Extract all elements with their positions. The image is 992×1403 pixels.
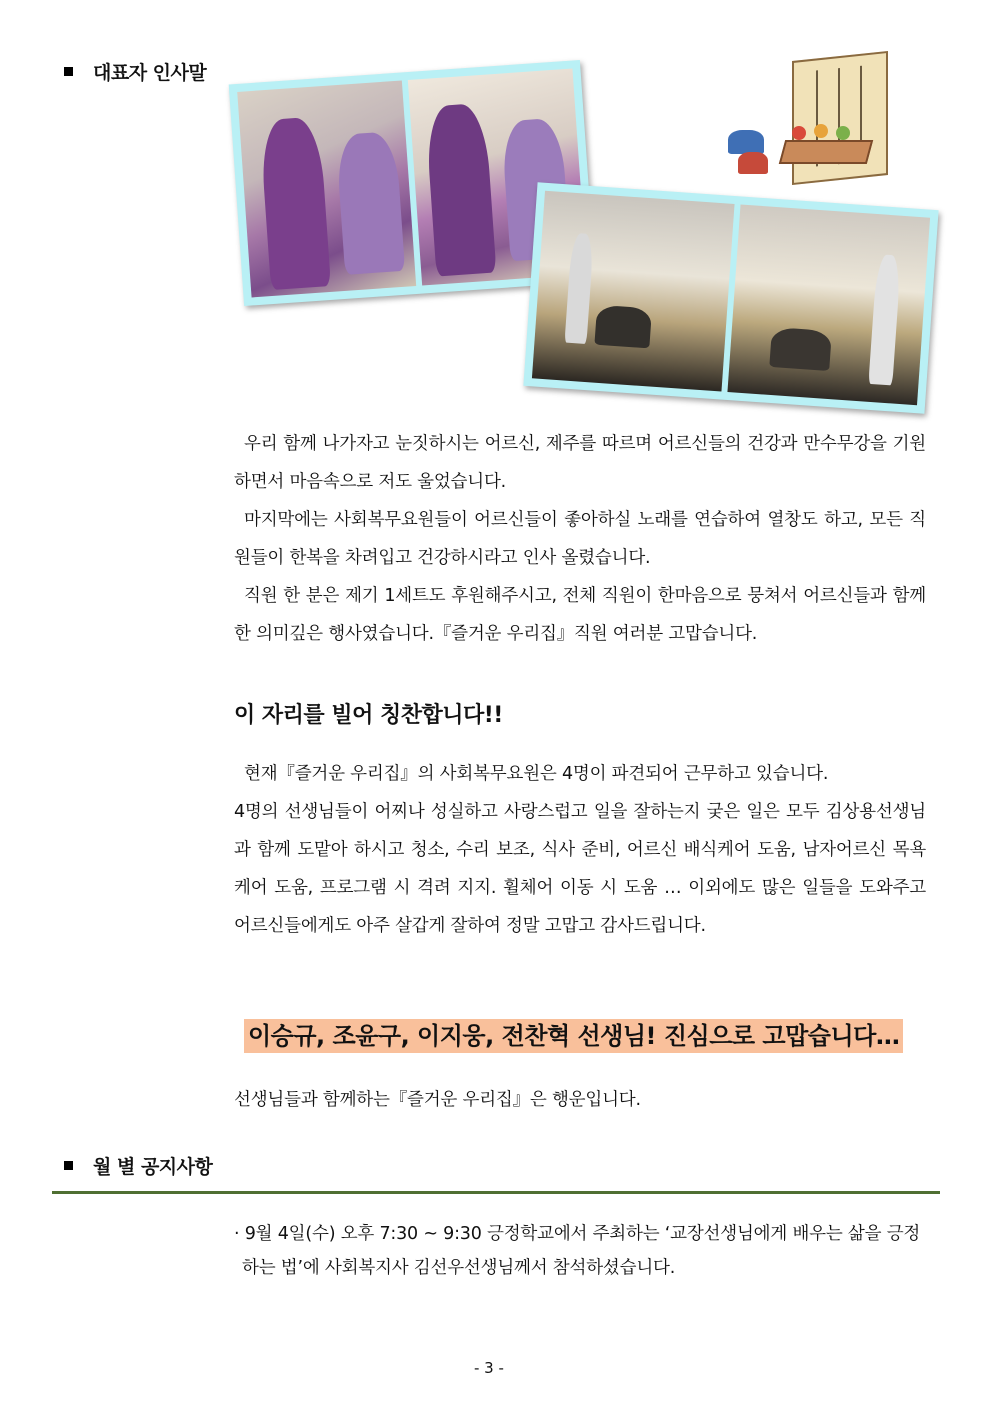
photo-frame-ceremony-bottom <box>523 182 938 414</box>
photo-figure <box>335 131 405 275</box>
rite-table <box>779 140 873 164</box>
praise-title: 이 자리를 빌어 칭찬합니다!! <box>234 703 503 728</box>
section-title: 월 별 공지사항 <box>93 1156 213 1178</box>
photo-figure <box>564 233 594 344</box>
photo-bowing-ceremony-1 <box>532 191 735 392</box>
ancestral-rite-illustration <box>722 52 892 200</box>
photo-figure <box>259 116 331 290</box>
photo-figure <box>868 254 901 385</box>
food-offering <box>836 126 850 140</box>
food-offering <box>792 126 806 140</box>
greeting-paragraph: 직원 한 분은 제기 1세트도 후원해주시고, 전체 직원이 한마음으로 뭉쳐서 어르신들과 함께 한 의미깊은 행사였습니다.『즐거운 우리집』직원 여러분 고맙습니다. <box>234 586 926 644</box>
greeting-paragraph: 우리 함께 나가자고 눈짓하시는 어르신, 제주를 따르며 어르신들의 건강과 만수무강을 기원하면서 마음속으로 저도 울었습니다. <box>234 434 926 492</box>
square-bullet-icon <box>64 67 73 76</box>
photo-figure <box>425 103 497 277</box>
photo-hanbok-staff-with-elder-1 <box>237 80 416 297</box>
food-offering <box>814 124 828 138</box>
square-bullet-icon <box>64 1161 73 1170</box>
greeting-paragraph: 마지막에는 사회복무요원들이 어르신들이 좋아하실 노래를 연습하여 열창도 하고, 모든 직원들이 한복을 차려입고 건강하시라고 인사 올렸습니다. <box>234 510 926 568</box>
bowing-person <box>728 130 764 154</box>
praise-body <box>234 755 926 945</box>
section-title: 대표자 인사말 <box>93 62 207 84</box>
greeting-body <box>234 425 926 653</box>
closing-line: 선생님들과 함께하는『즐거운 우리집』은 행운입니다. <box>234 1090 641 1110</box>
section-heading-greeting <box>64 58 206 85</box>
notice-item: · 9월 4일(수) 오후 7:30 ~ 9:30 긍정학교에서 주최하는 ‘교장선생님에게 배우는 삶을 긍정하는 법’에 사회복지사 김선우선생님께서 참석하셨습니다. <box>234 1224 921 1278</box>
bowing-person <box>738 152 768 174</box>
page-number: - 3 - <box>474 1359 504 1377</box>
photo-figure <box>594 305 652 349</box>
photo-bowing-ceremony-2 <box>727 204 930 405</box>
folding-screen <box>792 51 888 185</box>
section-heading-notices <box>64 1152 212 1179</box>
praise-paragraph: 4명의 선생님들이 어찌나 성실하고 사랑스럽고 일을 잘하는지 궂은 일은 모두 김상용선생님과 함께 도맡아 하시고 청소, 수리 보조, 식사 준비, 어르신 배식케어 도움, 남자어르신 목욕케어 도움, 프로그램 시 격려 지지. 휠체어 이동 시 도움 … 이외에도 많은 일들을 도와주고 어르신들에게도 아주 살갑게 잘하여 정말 고맙고 감사드립니다. <box>234 802 926 936</box>
photo-figure <box>769 327 832 371</box>
thanks-highlight: 이승규, 조윤구, 이지웅, 전찬혁 선생님! 진심으로 고맙습니다… <box>244 1019 903 1053</box>
section-divider <box>52 1191 940 1194</box>
praise-paragraph: 현재『즐거운 우리집』의 사회복무요원은 4명이 파견되어 근무하고 있습니다. <box>244 764 829 784</box>
